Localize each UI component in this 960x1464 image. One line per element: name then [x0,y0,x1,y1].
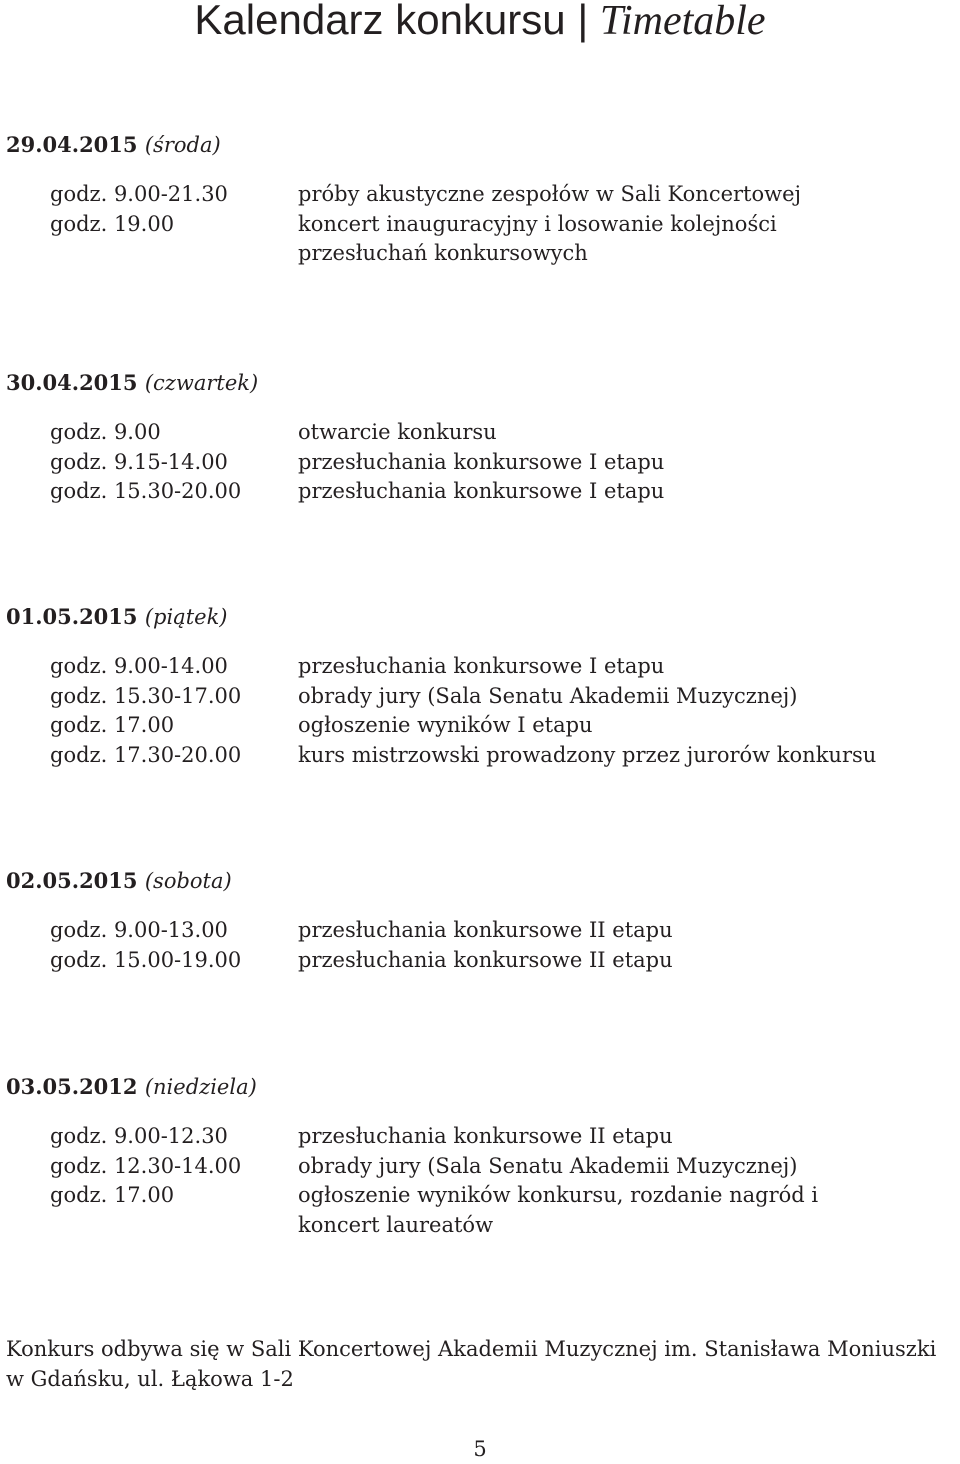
event-time: godz. 17.00 [50,713,175,737]
event-row [6,946,954,976]
event-time: godz. 19.00 [50,211,175,236]
day-date: 30.04.2015 [6,370,138,395]
event-time: godz. 17.00 [50,1183,175,1207]
event-description: ogłoszenie wyników konkursu, rozdanie nagród i koncert laureatów [298,1183,819,1237]
event-description: przesłuchania konkursowe II etapu [298,1124,673,1148]
event-description: obrady jury (Sala Senatu Akademii Muzycznej) [298,1153,798,1178]
event-time: godz. 9.00-13.00 [50,918,228,942]
event-description: przesłuchania konkursowe I etapu [298,479,665,503]
day-weekday: (piątek) [144,605,228,629]
event-row [6,916,954,946]
event-row [6,741,954,771]
venue-note-line: Konkurs odbywa się w Sali Koncertowej Akademii Muzycznej im. Stanisława Moniuszki [6,1337,937,1361]
event-row [6,652,954,682]
event-description: otwarcie konkursu [298,420,497,444]
day-heading [6,866,954,896]
event-row [6,682,954,712]
event-time: godz. 9.00-12.30 [50,1124,228,1148]
event-time: godz. 9.00 [50,420,161,444]
event-list [6,418,954,507]
day-weekday: (środa) [144,133,221,157]
event-description: próby akustyczne zespołów w Sali Koncertowej [298,182,802,206]
title-separator: | [577,0,589,43]
event-description: przesłuchania konkursowe I etapu [298,654,665,678]
venue-note [6,1335,956,1394]
event-time: godz. 9.00-21.30 [50,182,228,206]
event-time: godz. 15.30-20.00 [50,479,242,503]
day-heading [6,130,954,160]
event-list [6,652,954,770]
event-description: przesłuchania konkursowe I etapu [298,449,665,474]
day-date: 01.05.2015 [6,604,138,629]
day-date: 02.05.2015 [6,868,138,893]
day-weekday: (sobota) [144,869,232,893]
event-time: godz. 15.00-19.00 [50,947,242,972]
event-row [6,1122,954,1152]
day-weekday: (czwartek) [144,371,259,395]
day-heading [6,368,954,398]
event-description: kurs mistrzowski prowadzony przez jurorów konkursu [298,742,877,767]
event-description: przesłuchania konkursowe II etapu [298,918,673,942]
event-time: godz. 12.30-14.00 [50,1153,242,1178]
event-description: obrady jury (Sala Senatu Akademii Muzycznej) [298,683,798,708]
day-date: 29.04.2015 [6,132,138,157]
event-row [6,448,954,478]
event-row [6,180,954,210]
event-row [6,1152,954,1182]
event-list [6,916,954,975]
day-date: 03.05.2012 [6,1074,138,1099]
day-weekday: (niedziela) [144,1075,257,1099]
event-row [6,711,954,741]
event-description: koncert inauguracyjny i losowanie kolejności przesłuchań konkursowych [298,211,777,265]
event-time: godz. 15.30-17.00 [50,683,242,708]
event-time: godz. 9.15-14.00 [50,449,228,474]
event-row [6,1181,954,1240]
event-time: godz. 9.00-14.00 [50,654,228,678]
event-description: przesłuchania konkursowe II etapu [298,947,673,972]
day-section-2 [6,368,954,507]
venue-address: w Gdańsku, ul. Łąkowa 1-2 [6,1366,294,1391]
title-english: Timetable [599,0,766,44]
event-description: ogłoszenie wyników I etapu [298,713,593,737]
day-section-3 [6,602,954,770]
title-polish: Kalendarz konkursu [194,0,566,43]
event-row [6,477,954,507]
day-heading [6,1072,954,1102]
event-row [6,418,954,448]
event-row [6,210,954,269]
event-list [6,1122,954,1240]
day-section-4 [6,866,954,975]
day-heading [6,602,954,632]
page-number: 5 [473,1437,487,1461]
event-time: godz. 17.30-20.00 [50,742,242,767]
event-list [6,180,954,269]
page-title [0,0,960,47]
day-section-5 [6,1072,954,1240]
day-section-1 [6,130,954,269]
